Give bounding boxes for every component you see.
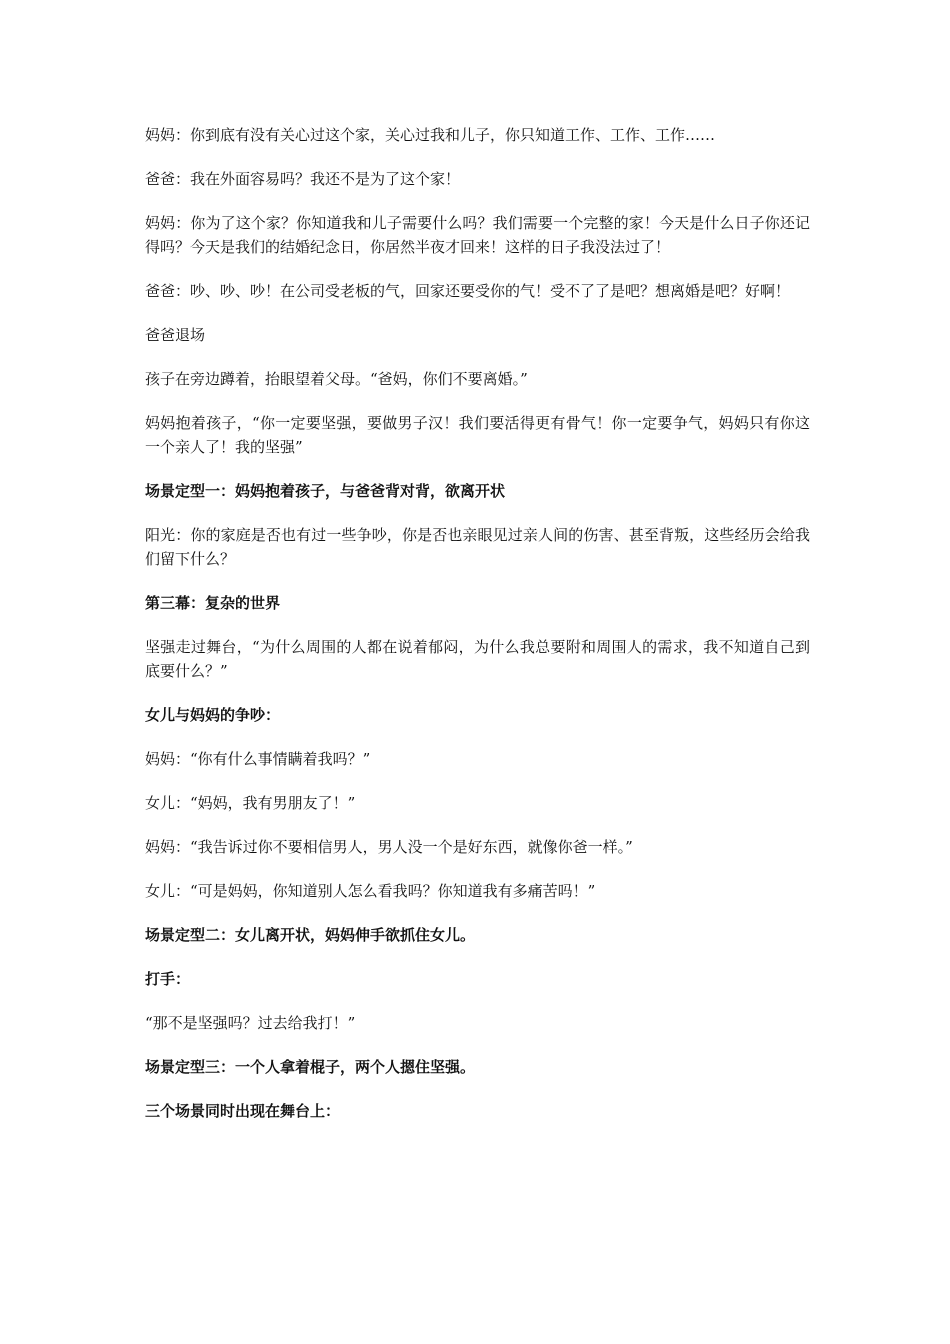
dialogue-daughter-1: 女儿：“妈妈，我有男朋友了！” [145, 794, 356, 812]
dialogue-mom-4: 妈妈：“你有什么事情瞒着我吗？” [145, 750, 371, 768]
dialogue-dad-2: 爸爸：吵、吵、吵！在公司受老板的气，回家还要受你的气！受不了了是吧？想离婚是吧？好啊！ [145, 282, 791, 300]
dialogue-daughter-2: 女儿：“可是妈妈，你知道别人怎么看我吗？你知道我有多痛苦吗！” [145, 882, 596, 900]
dialogue-mom-2: 妈妈：你为了这个家？你知道我和儿子需要什么吗？我们需要一个完整的家！今天是什么日子你还记得吗？今天是我们的结婚纪念日，你居然半夜才回来！这样的日子我没法过了！ [145, 214, 810, 256]
document-page [145, 123, 810, 1143]
section-daughter-mother-heading: 女儿与妈妈的争吵： [145, 706, 281, 724]
scene-freeze-2: 场景定型二：女儿离开状，妈妈伸手欲抓住女儿。 [145, 926, 476, 944]
section-thug-heading: 打手： [145, 970, 191, 988]
stage-direction-child: 孩子在旁边蹲着，抬眼望着父母。“爸妈，你们不要离婚。” [145, 370, 528, 388]
dialogue-dad-1: 爸爸：我在外面容易吗？我还不是为了这个家！ [145, 170, 461, 188]
scene-freeze-1: 场景定型一：妈妈抱着孩子，与爸爸背对背，欲离开状 [145, 482, 506, 500]
dialogue-mom-3: 妈妈抱着孩子，“你一定要坚强，要做男子汉！我们要活得更有骨气！你一定要争气，妈妈只有你这一个亲人了！我的坚强” [145, 414, 810, 456]
stage-direction-dad-exit: 爸爸退场 [145, 326, 206, 344]
dialogue-thug: “那不是坚强吗？过去给我打！” [145, 1014, 356, 1032]
narration-sunshine: 阳光：你的家庭是否也有过一些争吵，你是否也亲眼见过亲人间的伤害、甚至背叛，这些经历会给我们留下什么？ [145, 526, 810, 568]
dialogue-mom-5: 妈妈：“我告诉过你不要相信男人，男人没一个是好东西，就像你爸一样。” [145, 838, 633, 856]
act-three-heading: 第三幕：复杂的世界 [145, 594, 281, 612]
three-scenes-heading: 三个场景同时出现在舞台上： [145, 1102, 341, 1120]
dialogue-mom-1: 妈妈：你到底有没有关心过这个家，关心过我和儿子，你只知道工作、工作、工作…… [145, 126, 716, 144]
scene-freeze-3: 场景定型三：一个人拿着棍子，两个人摁住坚强。 [145, 1058, 476, 1076]
stage-direction-jianqiang: 坚强走过舞台，“为什么周围的人都在说着郁闷，为什么我总要附和周围人的需求，我不知道自己到底要什么？” [145, 638, 810, 680]
